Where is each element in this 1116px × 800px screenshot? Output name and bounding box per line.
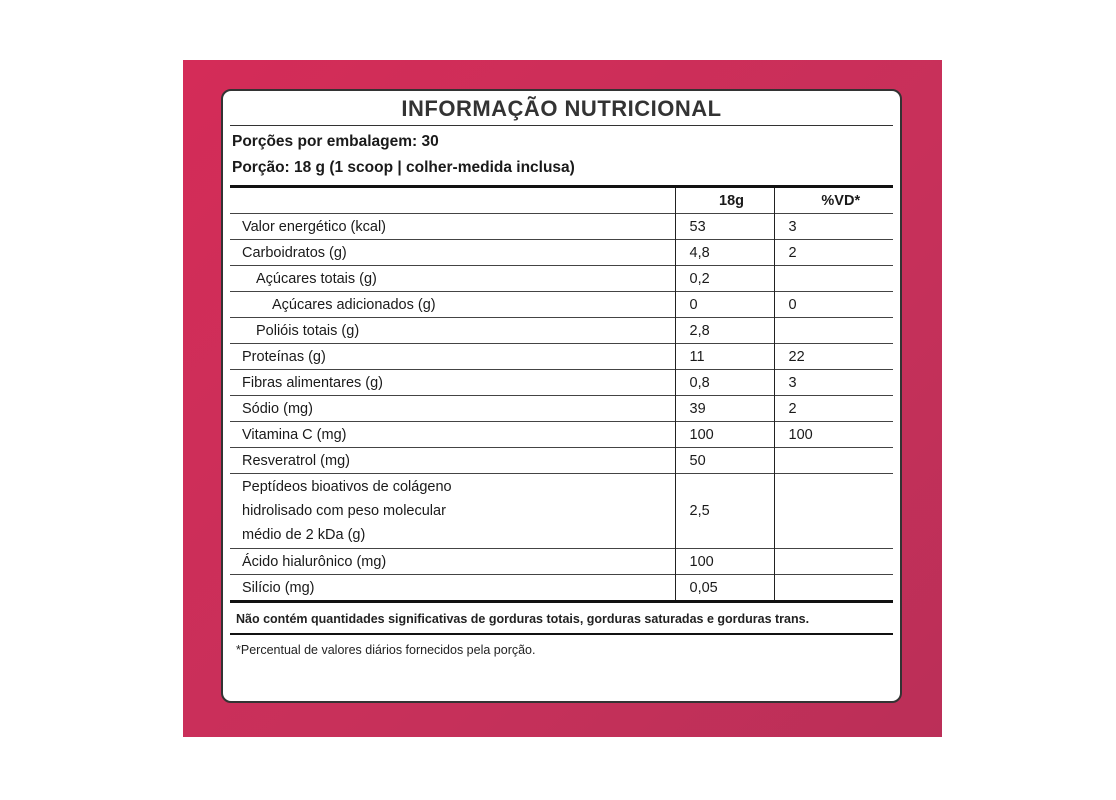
notes-section [230,600,893,665]
nutrient-dv [774,474,893,549]
table-row [230,214,893,240]
nutrient-name: Polióis totais (g) [230,318,675,344]
table-row [230,575,893,601]
nutrient-name: Resveratrol (mg) [230,448,675,474]
nutrient-name: Silício (mg) [230,575,675,601]
nutrient-name: Açúcares totais (g) [230,266,675,292]
dv-footnote: *Percentual de valores diários fornecidos pela porção. [230,633,893,665]
nutrient-name: Fibras alimentares (g) [230,370,675,396]
nutrient-dv: 2 [774,396,893,422]
table-row [230,344,893,370]
nutrient-amount: 39 [675,396,774,422]
nutrient-name: Açúcares adicionados (g) [230,292,675,318]
nutrient-amount: 0,2 [675,266,774,292]
header-amount: 18g [675,188,774,214]
nutrient-name-line: hidrolisado com peso molecular [242,503,446,519]
nutrient-dv: 0 [774,292,893,318]
nutrition-table [230,188,893,600]
nutrient-dv [774,448,893,474]
nutrient-name: Valor energético (kcal) [230,214,675,240]
nutrient-amount: 50 [675,448,774,474]
nutrient-dv [774,266,893,292]
table-header-row [230,188,893,214]
nutrient-dv: 3 [774,370,893,396]
nutrient-name: Vitamina C (mg) [230,422,675,448]
nutrient-dv [774,318,893,344]
nutrient-dv: 22 [774,344,893,370]
nutrient-name: Sódio (mg) [230,396,675,422]
nutrient-dv: 100 [774,422,893,448]
table-row [230,474,893,549]
nutrient-dv [774,549,893,575]
nutrient-name: Carboidratos (g) [230,240,675,266]
table-row [230,422,893,448]
table-row [230,396,893,422]
nutrient-amount: 100 [675,422,774,448]
nutrient-amount: 2,8 [675,318,774,344]
fat-disclaimer: Não contém quantidades significativas de gorduras totais, gorduras saturadas e gorduras trans. [236,612,810,626]
nutrient-amount: 100 [675,549,774,575]
nutrient-name: Proteínas (g) [230,344,675,370]
nutrient-amount: 2,5 [675,474,774,549]
table-row [230,240,893,266]
nutrient-amount: 11 [675,344,774,370]
label-title: INFORMAÇÃO NUTRICIONAL [230,91,893,126]
header-name [230,188,675,214]
nutrient-name-line: Peptídeos bioativos de colágeno [242,479,452,495]
nutrient-amount: 0,05 [675,575,774,601]
table-row [230,370,893,396]
servings-per-package: Porções por embalagem: 30 [232,133,439,150]
nutrient-dv: 3 [774,214,893,240]
table-row [230,292,893,318]
table-row [230,549,893,575]
serving-size: Porção: 18 g (1 scoop | colher-medida inclusa) [232,159,575,176]
table-row [230,448,893,474]
nutrient-amount: 0,8 [675,370,774,396]
nutrient-amount: 4,8 [675,240,774,266]
header-dv: %VD* [774,188,893,214]
nutrient-name-multiline [230,474,675,549]
nutrient-amount: 53 [675,214,774,240]
nutrient-dv: 2 [774,240,893,266]
nutrition-facts-label [221,89,902,703]
table-row [230,318,893,344]
table-row [230,266,893,292]
nutrient-name: Ácido hialurônico (mg) [230,549,675,575]
nutrient-amount: 0 [675,292,774,318]
nutrient-dv [774,575,893,601]
nutrient-name-line: médio de 2 kDa (g) [242,527,366,543]
nutrition-table-wrapper [230,185,893,600]
